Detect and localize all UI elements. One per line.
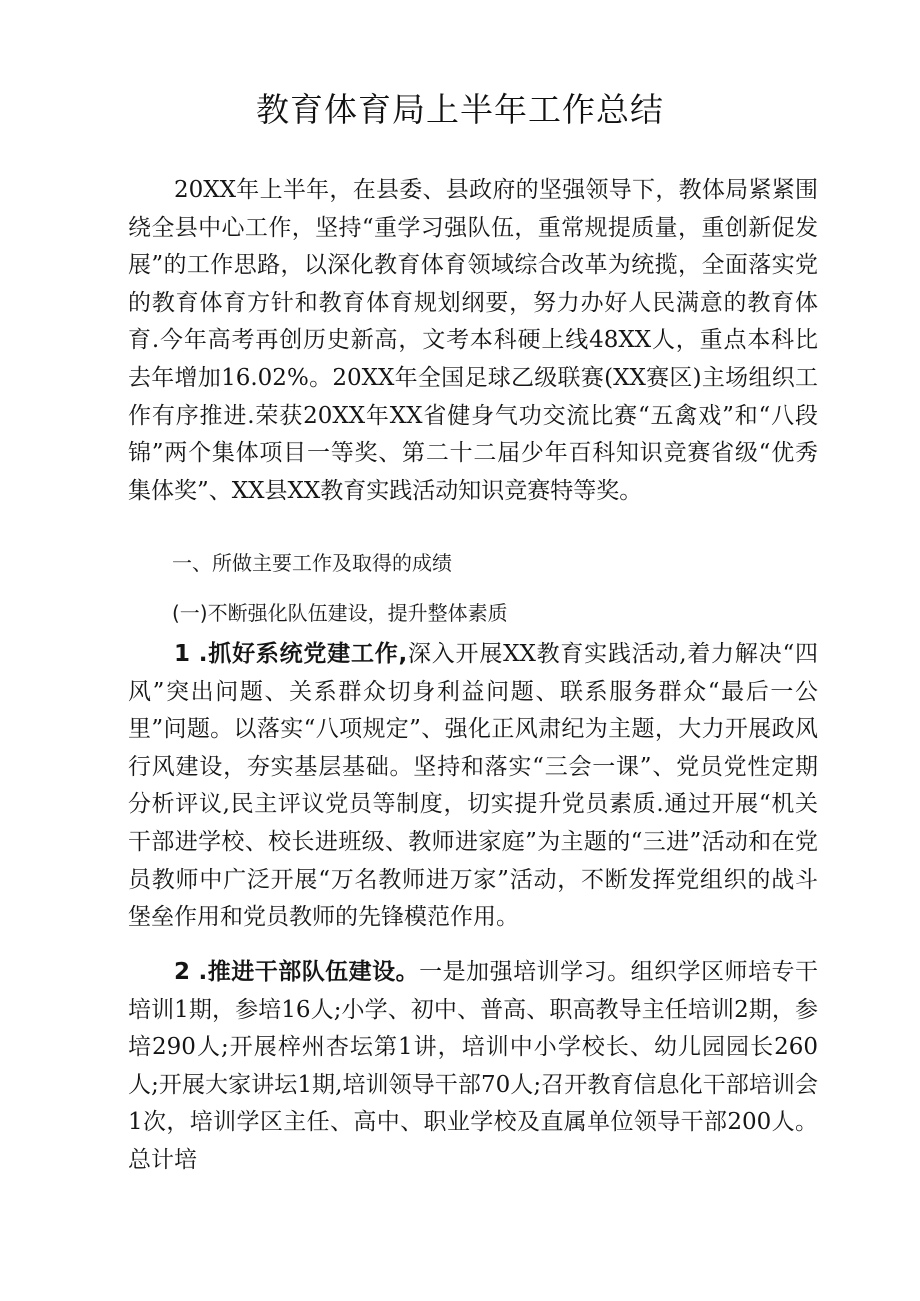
- intro-paragraph: 20XX年上半年，在县委、县政府的坚强领导下，教体局紧紧围绕全县中心工作，坚持“重学习强队伍，重常规提质量，重创新促发展”的工作思路，以深化教育体育领域综合改革为统揽，全面落实党的教育体育方针和教育体育规划纲要，努力办好人民满意的教育体育.今年高考再创历史新高，文考本科硬上线48XX人，重点本科比去年增加16.02%。20XX年全国足球乙级联赛(XX赛区)主场组织工作有序推进.荣获20XX年XX省健身气功交流比赛“五禽戏”和“八段锦”两个集体项目一等奖、第二十二届少年百科知识竞赛省级“优秀集体奖”、XX县XX教育实践活动知识竞赛特等奖。: [128, 177, 818, 504]
- item-1-lead: 1 .抓好系统党建工作,: [174, 641, 408, 667]
- section-heading: 一、所做主要工作及取得的成绩: [172, 551, 452, 575]
- item-1-body: 深入开展XX教育实践活动,着力解决“四风”突出问题、关系群众切身利益问题、联系服务群众“最后一公里”问题。以落实“八项规定”、强化正风肃纪为主题，大力开展政风行风建设，夯实基层基础。坚持和落实“三会一课”、党员党性定期分析评议,民主评议党员等制度，切实提升党员素质.通过开展“机关干部进学校、校长进班级、教师进家庭”为主题的“三进”活动和在党员教师中广泛开展“万名教师进万家”活动，不断发挥党组织的战斗堡垒作用和党员教师的先锋模范作用。: [128, 641, 818, 931]
- item-2-lead: 2 .推进干部队伍建设。: [174, 959, 420, 985]
- item-2-body: 一是加强培训学习。组织学区师培专干培训1期，参培16人;小学、初中、普高、职高教导主任培训2期，参培290人;开展梓州杏坛第1讲，培训中小学校长、幼儿园园长260人;开展大家讲坛1期,培训领导干部70人;召开教育信息化干部培训会1次，培训学区主任、高中、职业学校及直属单位领导干部200人。总计培: [128, 959, 819, 1173]
- document-title: 教育体育局上半年工作总结: [256, 90, 664, 129]
- subsection-heading: (一)不断强化队伍建设，提升整体素质: [172, 601, 508, 625]
- item-2-paragraph: [128, 954, 818, 1180]
- item-1-paragraph: [128, 636, 818, 937]
